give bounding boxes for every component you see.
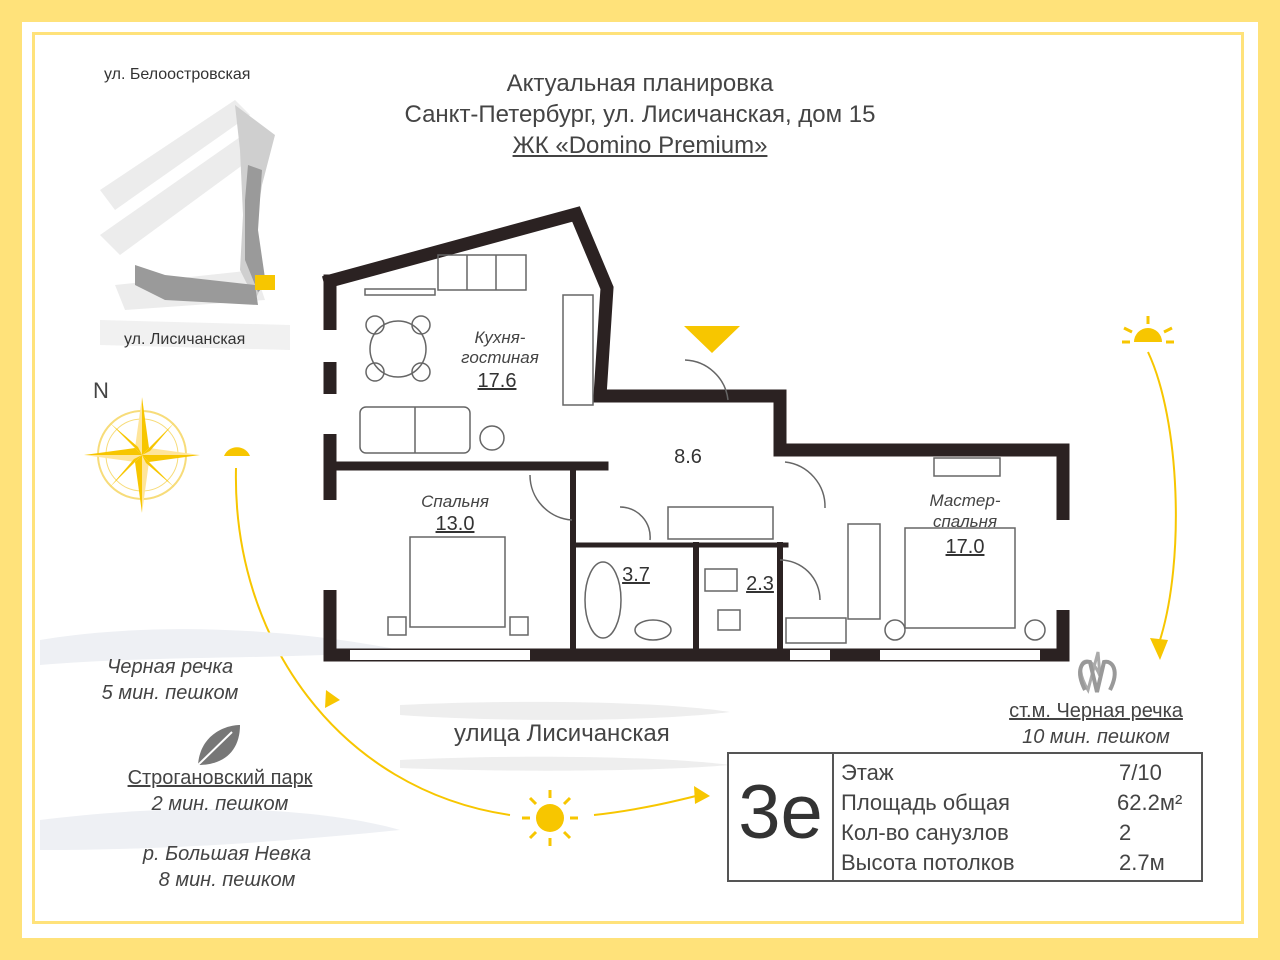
room-wc-area: 2.3 bbox=[746, 573, 774, 595]
room-kitchen-name-1: Кухня- bbox=[474, 328, 526, 347]
complex-name: ЖК «Domino Premium» bbox=[512, 132, 768, 159]
street-label: улица Лисичанская bbox=[454, 720, 670, 747]
address: Санкт-Петербург, ул. Лисичанская, дом 15 bbox=[404, 101, 876, 128]
info-value-bathrooms: 2 bbox=[1119, 820, 1132, 845]
nearby-name: р. Большая Невка bbox=[142, 843, 312, 865]
sun-icon bbox=[1122, 316, 1174, 342]
info-value-area: 62.2м² bbox=[1117, 790, 1183, 815]
nearby-name: Строгановский парк bbox=[127, 767, 313, 789]
room-master-area: 17.0 bbox=[945, 536, 985, 558]
sun-icon bbox=[522, 790, 578, 846]
metro-icon bbox=[1080, 652, 1115, 692]
map-street-bottom: ул. Лисичанская bbox=[124, 331, 246, 348]
info-label-floor: Этаж bbox=[841, 760, 894, 785]
room-hall-area: 8.6 bbox=[674, 446, 702, 468]
info-label-bathrooms: Кол-во санузлов bbox=[841, 820, 1009, 845]
room-bath-area: 3.7 bbox=[622, 564, 650, 586]
nearby-time: 8 мин. пешком bbox=[158, 869, 296, 891]
site-map bbox=[100, 100, 290, 350]
info-value-ceiling: 2.7м bbox=[1119, 850, 1165, 875]
nearby-time: 5 мин. пешком bbox=[101, 682, 239, 704]
metro-name: ст.м. Черная речка bbox=[1009, 700, 1183, 722]
info-label-ceiling: Высота потолков bbox=[841, 850, 1015, 875]
info-table bbox=[727, 752, 1203, 882]
info-label-area: Площадь общая bbox=[841, 790, 1010, 815]
floor-plan bbox=[330, 214, 1063, 655]
sun-icon bbox=[224, 447, 250, 456]
room-bedroom-name: Спальня bbox=[421, 492, 489, 511]
apartment-code: 3е bbox=[738, 770, 823, 855]
room-master-name-2: спальня bbox=[932, 512, 998, 531]
plan-title: Актуальная планировка bbox=[506, 70, 774, 97]
north-label: N bbox=[93, 378, 109, 403]
info-value-floor: 7/10 bbox=[1119, 760, 1162, 785]
leaf-icon bbox=[198, 725, 240, 765]
metro-time: 10 мин. пешком bbox=[1022, 726, 1170, 748]
room-kitchen-name-2: гостиная bbox=[461, 348, 539, 367]
map-street-top: ул. Белоостровская bbox=[104, 66, 251, 83]
nearby-name: Черная речка bbox=[106, 656, 234, 678]
room-master-name-1: Мастер- bbox=[929, 491, 1001, 510]
room-bedroom-area: 13.0 bbox=[435, 513, 475, 535]
nearby-time: 2 мин. пешком bbox=[151, 793, 289, 815]
entrance-arrow-icon bbox=[684, 326, 740, 353]
compass-icon bbox=[84, 397, 200, 513]
room-kitchen-area: 17.6 bbox=[477, 370, 517, 392]
info-code-cell bbox=[729, 754, 834, 880]
